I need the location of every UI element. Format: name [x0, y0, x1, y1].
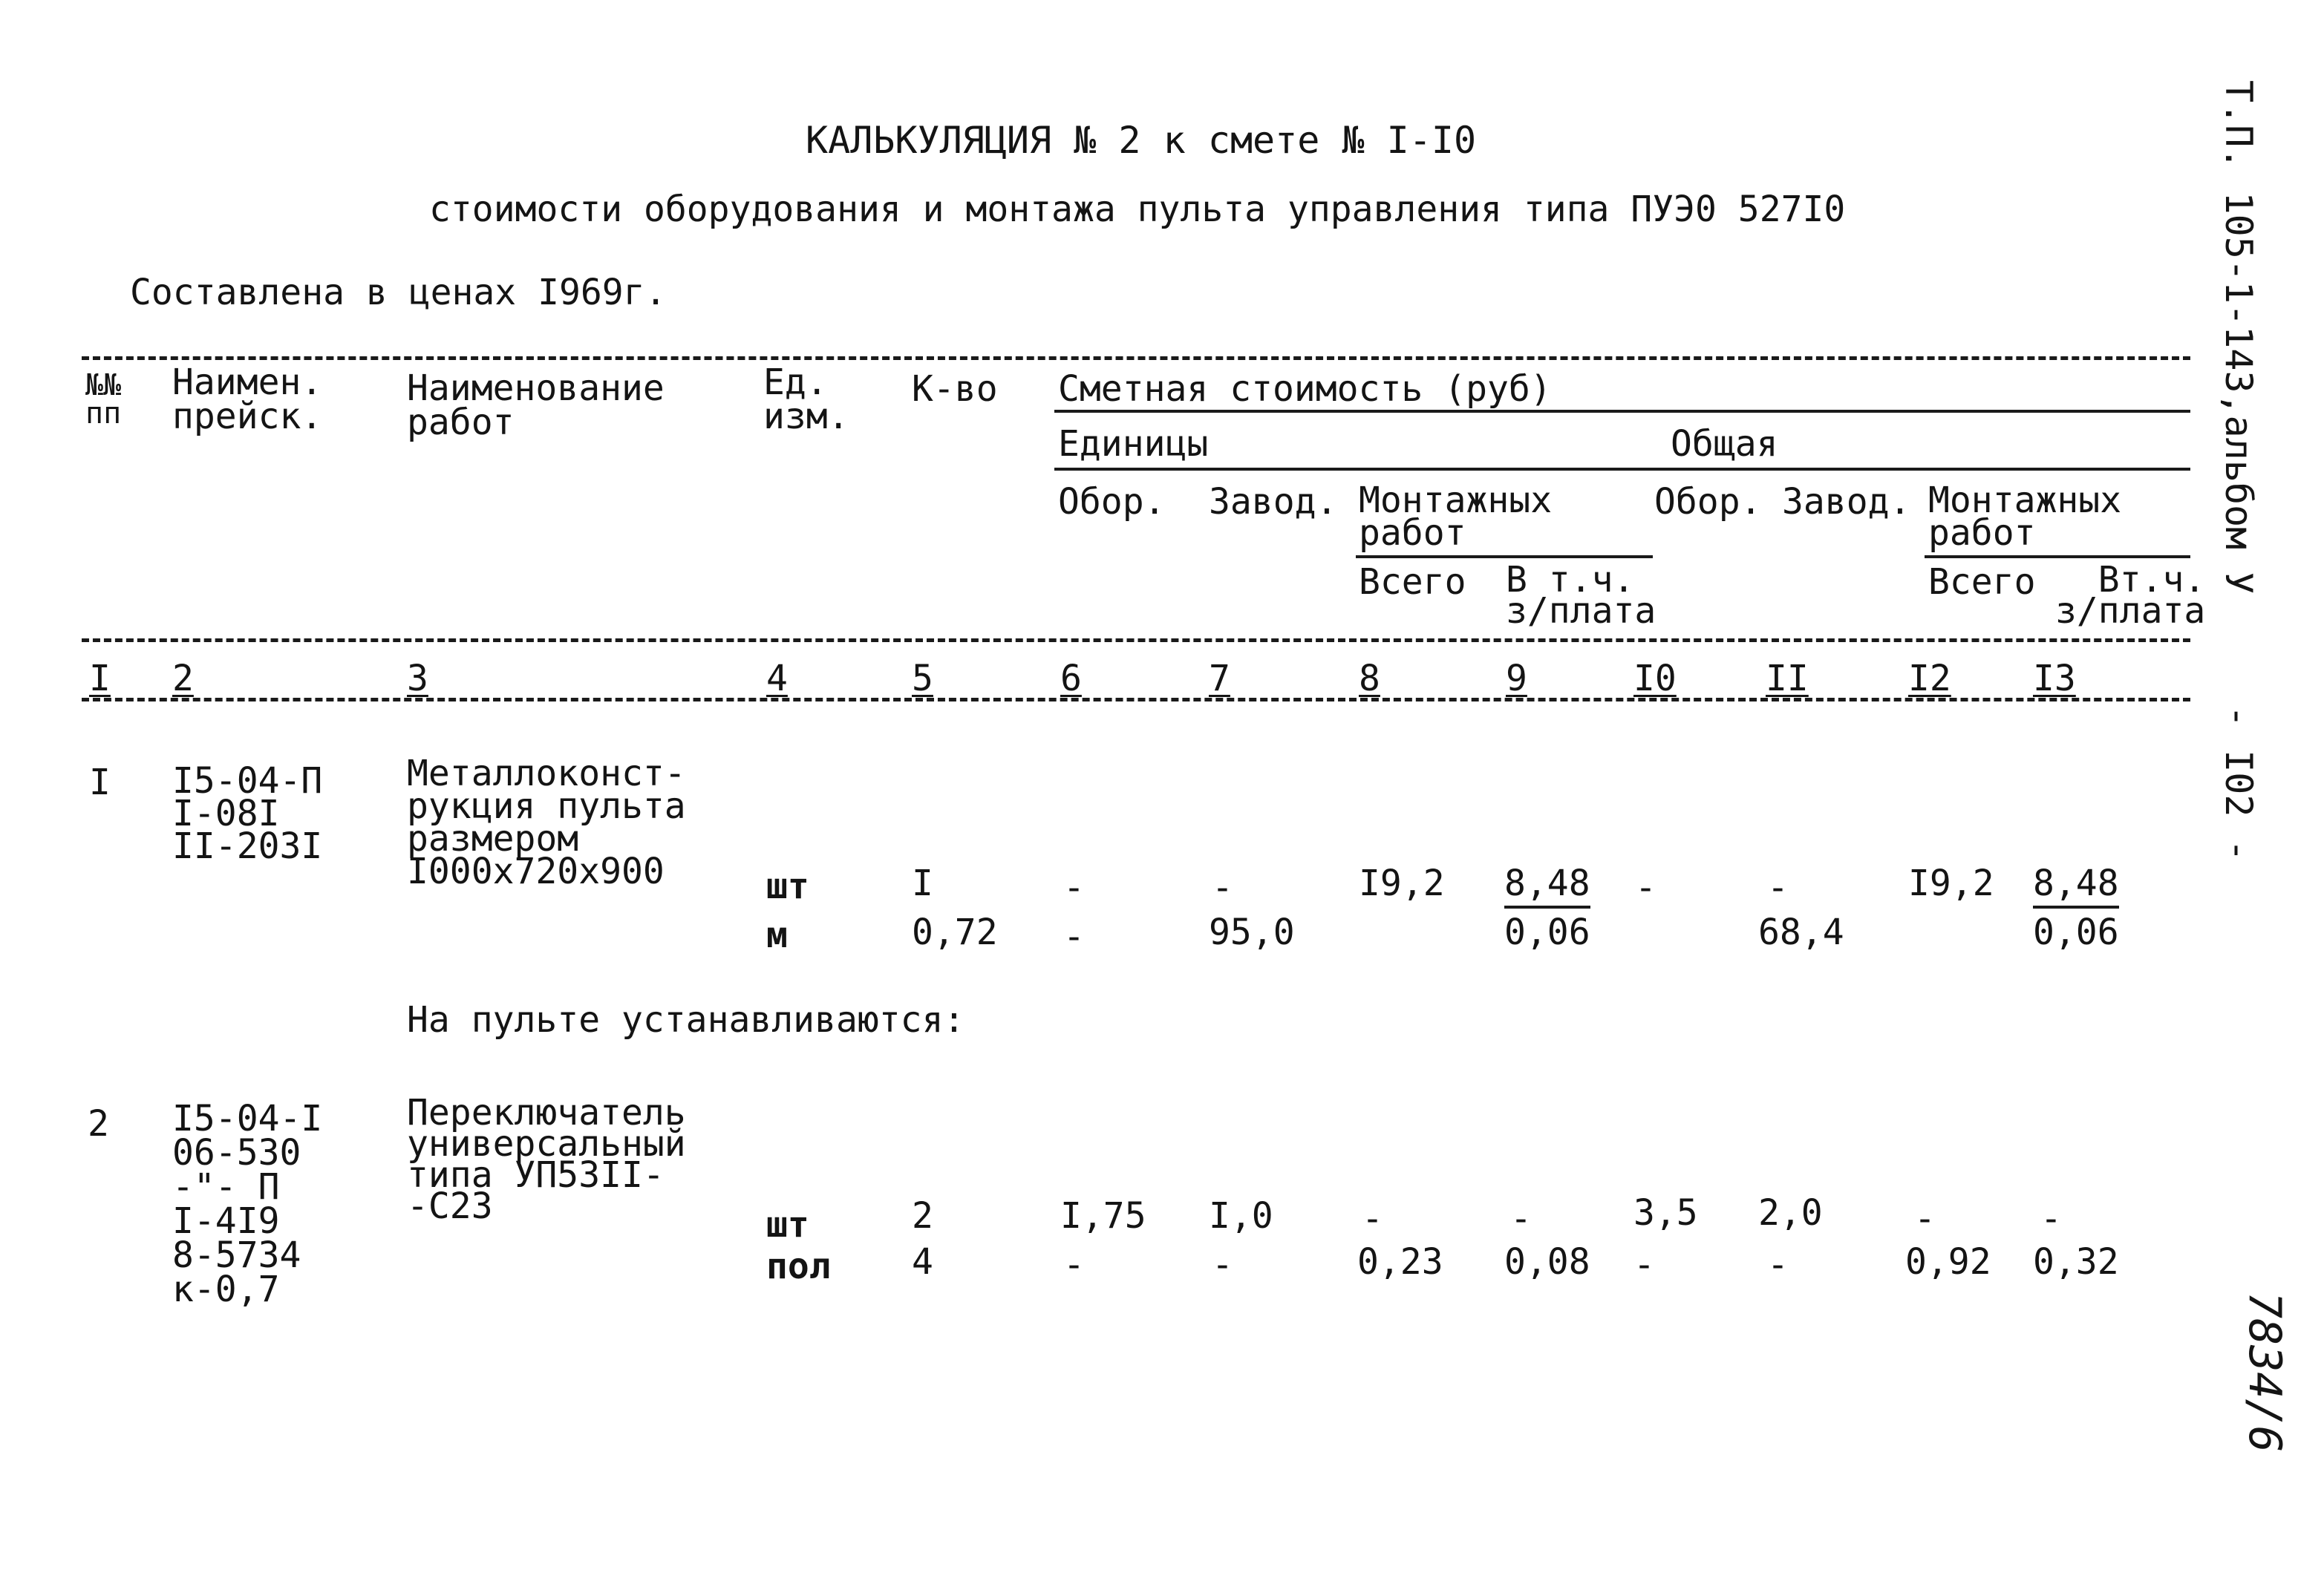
row-install-all: -	[1362, 1198, 1383, 1240]
row-install-all: 0,23	[1357, 1241, 1443, 1283]
sheet-code: 7834/6	[2239, 1292, 2291, 1453]
col-header-factory: Завод.	[1209, 481, 1338, 523]
col-header-total: Общая	[1671, 423, 1778, 465]
row-factory: 95,0	[1209, 912, 1295, 953]
col-number: 2	[172, 658, 194, 699]
row-install-wage: -	[1510, 1198, 1532, 1240]
wage-denominator: 0,06	[2033, 912, 2119, 953]
row-unit: шт	[766, 866, 809, 907]
col-header-install-all: Всего	[1359, 561, 1466, 603]
col-header-install-total-all: Всего	[1928, 561, 2036, 603]
header-bottom-rule	[82, 638, 2190, 642]
col-header-install-total-wage: Вт.ч. з/плата	[2055, 559, 2206, 632]
row-factory-total: 2,0	[1758, 1192, 1823, 1234]
row-factory: -	[1212, 1244, 1233, 1286]
subgroup-rule	[1054, 468, 2190, 471]
col-number: 7	[1209, 658, 1230, 699]
row-factory-total: -	[1767, 1244, 1789, 1286]
row-equipment-total: 3,5	[1633, 1192, 1698, 1234]
row-factory-total: 68,4	[1758, 912, 1844, 953]
col-header-install-wage: В т.ч. з/плата	[1506, 559, 1656, 632]
row-number: I	[89, 762, 111, 803]
row-equipment: -	[1063, 867, 1085, 909]
doc-reference: Т.П. 105-1-143,альбом У	[2217, 80, 2260, 595]
col-header-unit: Ед. изм.	[763, 362, 849, 437]
col-header-work: Наименование работ	[407, 367, 665, 443]
row-number: 2	[88, 1103, 109, 1145]
row-unit: шт	[766, 1204, 809, 1246]
row-install-total-all: -	[1914, 1198, 1936, 1240]
col-header-equipment: Обор.	[1058, 481, 1166, 523]
colnum-bottom-rule	[82, 698, 2190, 701]
col-number: 4	[766, 658, 788, 699]
row-equipment-total: -	[1635, 867, 1656, 909]
row-pricelist: I5-04-П I-08I II-203I	[172, 760, 323, 867]
col-header-qty: К-во	[912, 368, 998, 410]
col-header-cost-group: Сметная стоимость (руб)	[1058, 368, 1552, 410]
row-install-wage	[1504, 863, 1590, 953]
col-number: 5	[912, 658, 933, 699]
col-header-per-unit: Единицы	[1058, 423, 1209, 465]
col-number: I3	[2033, 658, 2076, 699]
row-work-name: Переключатель универсальный типа УП53II- -С23	[407, 1092, 686, 1227]
row-equipment-total: -	[1633, 1244, 1655, 1286]
row-install-all: I9,2	[1359, 863, 1445, 904]
header-top-rule	[82, 356, 2190, 360]
row-qty: 0,72	[912, 912, 998, 953]
row-factory: I,0	[1209, 1195, 1273, 1237]
wage-numerator: 8,48	[2033, 866, 2119, 909]
col-number: I0	[1633, 658, 1677, 699]
row-factory: -	[1212, 867, 1233, 909]
row-equipment: -	[1063, 1244, 1085, 1286]
row-qty: I	[912, 863, 933, 904]
row-equipment: -	[1063, 916, 1085, 958]
section-note: На пульте устанавливаются:	[407, 999, 965, 1041]
row-qty: 4	[912, 1241, 933, 1283]
row-qty: 2	[912, 1195, 933, 1237]
col-header-install-total: Монтажных работ	[1928, 480, 2122, 554]
row-work-name: Металлоконст- рукция пульта размером I000х720х900	[407, 753, 686, 892]
col-number: I	[89, 658, 111, 699]
col-number: 6	[1060, 658, 1082, 699]
row-install-total-wage	[2033, 863, 2119, 953]
col-header-number: №№ пп	[85, 368, 122, 431]
wage-numerator: 8,48	[1504, 866, 1590, 909]
col-number: 3	[407, 658, 428, 699]
col-header-install: Монтажных работ	[1359, 480, 1553, 554]
col-header-factory-total: Завод.	[1782, 481, 1911, 523]
wage-denominator: 0,06	[1504, 912, 1590, 953]
row-install-total-wage: 0,32	[2033, 1241, 2119, 1283]
row-unit: м	[766, 915, 788, 956]
col-number: I2	[1908, 658, 1951, 699]
row-unit: пол	[766, 1246, 831, 1287]
col-number: 8	[1359, 658, 1380, 699]
row-equipment: I,75	[1060, 1195, 1146, 1237]
col-header-pricelist: Наимен. прейск.	[172, 362, 323, 437]
prices-note: Составлена в ценах I969г.	[130, 272, 667, 313]
row-pricelist: I5-04-I 06-530 -"- П I-4I9 8-5734 к-0,7	[172, 1098, 323, 1310]
row-install-total-all: I9,2	[1908, 863, 1994, 904]
col-header-equipment-total: Обор.	[1654, 481, 1762, 523]
col-number: 9	[1506, 658, 1527, 699]
install-rule-right	[1925, 555, 2190, 558]
row-factory-total: -	[1767, 867, 1789, 909]
row-install-total-all: 0,92	[1905, 1241, 1991, 1283]
page-number: - I02 -	[2217, 705, 2260, 862]
row-install-wage: 0,08	[1504, 1241, 1590, 1283]
col-number: II	[1766, 658, 1809, 699]
row-install-total-wage: -	[2040, 1198, 2062, 1240]
install-rule-left	[1356, 555, 1653, 558]
page-title: КАЛЬКУЛЯЦИЯ № 2 к смете № I-I0	[806, 119, 1477, 162]
page-subtitle: стоимости оборудования и монтажа пульта управления типа ПУЭ0 527I0	[429, 189, 1846, 230]
cost-group-rule	[1054, 410, 2190, 413]
